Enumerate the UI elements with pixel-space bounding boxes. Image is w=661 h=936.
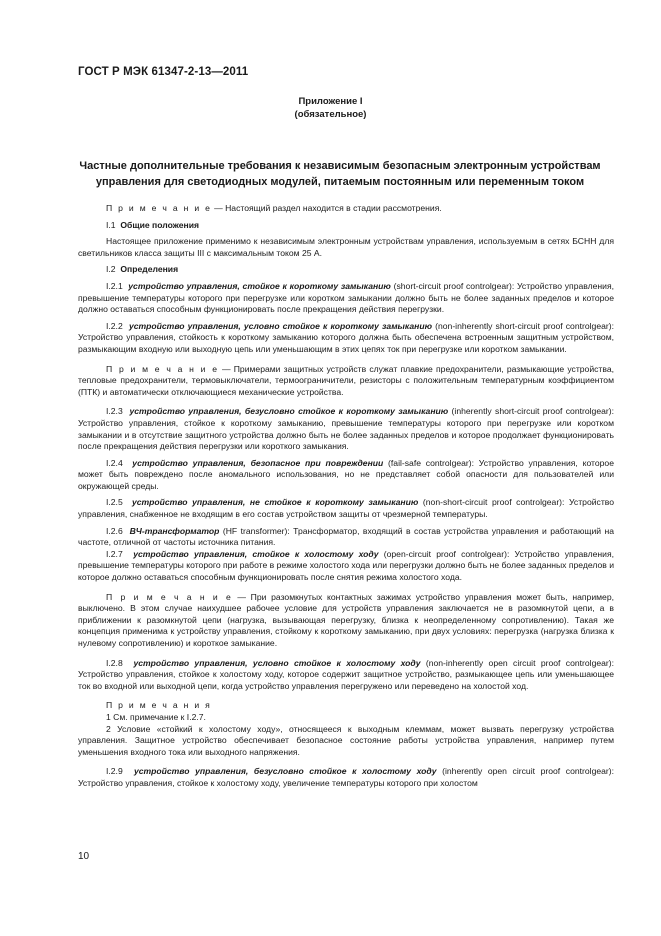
definition-i29 [78, 766, 614, 789]
note-label: П р и м е ч а н и е [106, 203, 212, 213]
note-text: — Примерами защитных устройств служат плавкие предохранители, размыкающие устройства, тепловые предохранители, термовыключатели, термоограничители, резисторы с положительным температурным коэффициентом (ПТК) и автоматически отключающиеся механические устройства. [78, 363, 614, 397]
definition-text: Устройство управления, стойкость к короткому замыканию которого должна быть обеспечена встроенным защитным устройством, размыкающим входную или выходную цепь или уменьшающим в этих цепях ток при перегрузке или коротком замыкании. [78, 332, 614, 354]
definition-number: I.2.2 [106, 320, 123, 331]
definition-text: Устройство управления, стойкое к холостому ходу, которое содержит защитное устройство, размыкающее цепь или уменьшающее ток во входной или выходной цепи, когда устройство управления перегружено или переведено на холостой ход. [78, 669, 614, 691]
section-title-line-1: Частные дополнительные требования к независимым безопасным электронным устройствам [79, 160, 601, 172]
definition-text: Устройство управления, снабженное не входящим в его состав устройством защиты от чрезмерной температуры. [78, 497, 614, 520]
definition-term: устройство управления, не стойкое к короткому замыканию [131, 497, 419, 508]
annex-title: Приложение I [298, 96, 363, 107]
note-3 [78, 592, 614, 650]
clause-i1-text: Настоящее приложение применимо к независимым электронным устройствам управления, используемым в сетях БСНН для светильников класса защиты III с максимальным током 25 А. [78, 236, 614, 258]
definition-number: I.2.1 [106, 280, 123, 291]
definition-text: Устройство управления, превышение температуры которого при перегрузке или коротком замыкании должно быть не более заданных пределов и которое должно оставаться способным функционировать после прекращения действия перегрузки. [78, 280, 614, 315]
definition-text: Трансформатор, входящий в состав устройства управления и работающий на частоте, отличной от частоты источника питания. [78, 525, 614, 548]
definition-i21 [78, 281, 614, 316]
definition-english: (open-circuit proof controlgear): [378, 548, 510, 559]
note-4-item-1: 1 См. примечание к I.2.7. [106, 711, 206, 722]
definition-term: устройство управления, безусловно стойкое к короткому замыканию [129, 406, 449, 417]
annex-status: (обязательное) [294, 109, 367, 120]
note-4-item-2: 2 Условие «стойкий к холостому ходу», относящееся к выходным клеммам, может вызвать перегрузку устройства управления. Защитное устройство обеспечивает безопасное состояние работы устройства управления, например путем уменьшения входного тока или выходного напряжения. [78, 723, 614, 757]
definition-english: (inherently short-circuit proof controlgear): [448, 406, 614, 417]
notes-4-label [78, 700, 614, 712]
definition-number: I.2.5 [106, 497, 123, 508]
definition-number: I.2.4 [106, 457, 123, 468]
note-label: П р и м е ч а н и я [106, 700, 212, 711]
standard-header: ГОСТ Р МЭК 61347-2-13—2011 [78, 66, 249, 78]
definition-i23 [78, 406, 614, 452]
definition-i27 [78, 549, 614, 584]
clause-title: Общие положения [120, 219, 199, 230]
definition-english: (non-inherently open circuit proof controlgear): [420, 657, 615, 668]
definition-english: (non-short-circuit proof controlgear): [418, 497, 565, 508]
definition-english: (HF transformer): [219, 525, 290, 536]
definition-term: устройство управления, условно стойкое к короткому замыканию [128, 320, 433, 331]
definition-english: (short-circuit proof controlgear): [390, 280, 515, 291]
note-label: П р и м е ч а н и е [106, 591, 233, 602]
section-title-line-2: управления для светодиодных модулей, питаемым постоянным или переменным током [95, 176, 585, 188]
definition-text: Устройство управления, превышение температуры которого при работе в режиме холостого хода или перегрузки должно быть не более заданных пределов и которое должно оставаться способным функционировать после снятия режима холостого хода. [78, 548, 615, 583]
definition-text: Устройство управления, стойкое к короткому замыканию, превышение температуры которого при перегрузке или коротком замыкании и в отсутствие защитного устройства должно быть не более заданных пределов и которое продолжает функционировать после прекращения действия перегрузки или короткого замыкания. [78, 417, 614, 452]
definition-term: устройство управления, безопасное при повреждении [132, 457, 384, 468]
definition-number: I.2.7 [106, 548, 123, 559]
clause-number: I.1 [106, 219, 116, 230]
definition-number: I.2.8 [106, 657, 123, 668]
definition-term: устройство управления, безусловно стойкое к холостому ходу [133, 766, 437, 777]
clause-number: I.2 [106, 264, 116, 275]
definition-number: I.2.9 [106, 766, 123, 777]
definition-english: (fail-safe controlgear): [383, 457, 475, 468]
definition-term: ВЧ-трансформатор [129, 525, 220, 536]
definition-i24 [78, 458, 614, 493]
clause-title: Определения [120, 264, 179, 275]
definition-text: Устройство управления, которое может быть повреждено после аномального использования, но не представляет собой опасности для пользователей или окружающей среды. [78, 457, 614, 491]
definition-number: I.2.6 [106, 525, 123, 536]
definition-term: устройство управления, стойкое к холостому ходу [133, 548, 379, 559]
page-number: 10 [78, 851, 90, 862]
section-title [70, 158, 610, 190]
definition-english: (inherently open circuit proof controlgear): [436, 766, 615, 777]
definition-i28 [78, 658, 614, 693]
note-text: — Настоящий раздел находится в стадии рассмотрения. [211, 203, 442, 213]
clause-heading-i1 [78, 220, 614, 232]
definition-term: устройство управления, стойкое к короткому замыканию [128, 280, 391, 291]
definition-i25 [78, 497, 614, 520]
note-text: — При разомкнутых контактных зажимах устройство управления может быть, например, выключено. В этом случае наихудшее рабочее условие для устройств управления заключается не в разомкнутой цепи, а в приближении к разомкнутой цепи (нагрузка, вызывающая перегрузку, близка к неопределенному сопротивлению). Такая же концепция применима к устройству управления, стойкому к короткому замыканию, при двух условиях: перегрузка (нагрузка близка к нулевому сопротивлению) и короткое замыкание. [78, 591, 614, 648]
clause-heading-i2 [78, 264, 614, 276]
definition-term: устройство управления, условно стойкое к холостому ходу [133, 657, 421, 668]
definition-number: I.2.3 [106, 406, 123, 417]
definition-i22 [78, 321, 614, 356]
note-1 [78, 203, 614, 215]
definition-i26 [78, 526, 614, 549]
definition-text: Устройство управления, стойкое к холостому ходу, увеличение температуры которого при холостом [78, 777, 478, 788]
note-label: П р и м е ч а н и е [106, 363, 219, 374]
document-body [78, 203, 614, 790]
definition-english: (non-inherently short-circuit proof controlgear): [432, 320, 614, 331]
note-2 [78, 364, 614, 399]
